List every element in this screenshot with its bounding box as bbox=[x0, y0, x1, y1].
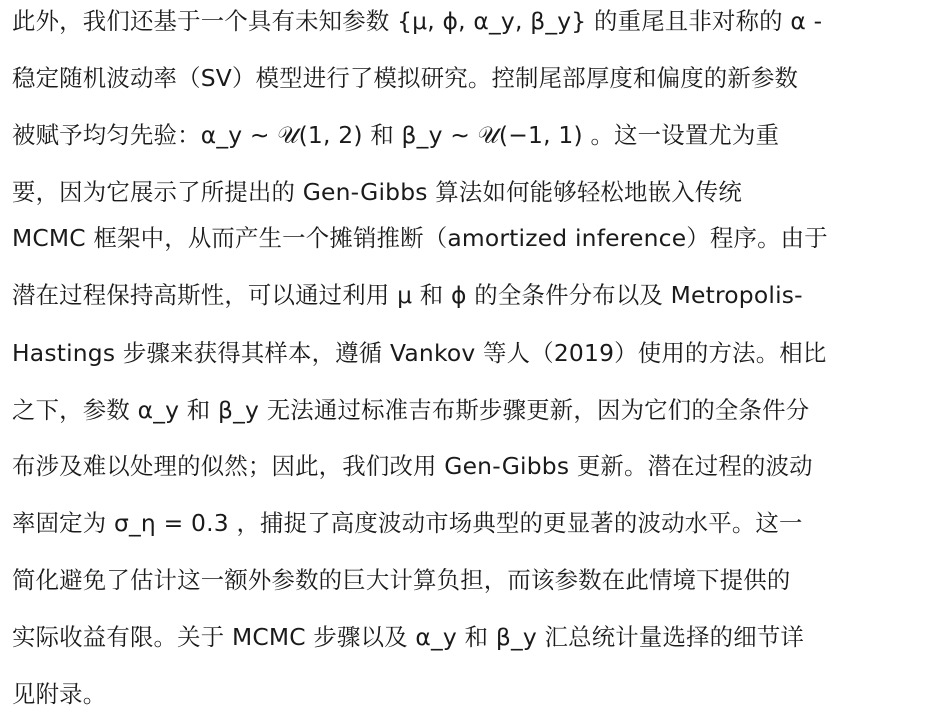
paragraph-line: 简化避免了估计这一额外参数的巨大计算负担，而该参数在此情境下提供的 bbox=[12, 566, 791, 594]
paragraph-line: Hastings 步骤来获得其样本，遵循 Vankov 等人（2019）使用的方法。相比 bbox=[12, 339, 827, 367]
paragraph-line: 之下，参数 α_y 和 β_y 无法通过标准吉布斯步骤更新，因为它们的全条件分 bbox=[12, 396, 810, 424]
paragraph-line: 见附录。 bbox=[12, 680, 107, 708]
paragraph-line: 此外，我们还基于一个具有未知参数 {μ, ϕ, α_y, β_y} 的重尾且非对称的 α - bbox=[12, 7, 823, 35]
paragraph-line: 要，因为它展示了所提出的 Gen-Gibbs 算法如何能够轻松地嵌入传统 bbox=[12, 178, 742, 206]
paragraph-line: 实际收益有限。关于 MCMC 步骤以及 α_y 和 β_y 汇总统计量选择的细节详 bbox=[12, 623, 805, 651]
paragraph-line: 布涉及难以处理的似然；因此，我们改用 Gen-Gibbs 更新。潜在过程的波动 bbox=[12, 452, 813, 480]
paragraph-line: 稳定随机波动率（SV）模型进行了模拟研究。控制尾部厚度和偏度的新参数 bbox=[12, 64, 799, 92]
paragraph-line: 潜在过程保持高斯性，可以通过利用 μ 和 ϕ 的全条件分布以及 Metropolis- bbox=[12, 281, 803, 309]
paragraph-line: MCMC 框架中，从而产生一个摊销推断（amortized inference）程序。由于 bbox=[12, 224, 828, 252]
paragraph-line: 被赋予均匀先验：α_y ∼ 𝒰(1, 2) 和 β_y ∼ 𝒰(−1, 1) 。这一设置尤为重 bbox=[12, 121, 780, 149]
paragraph-line: 率固定为 σ_η = 0.3 ，捕捉了高度波动市场典型的更显著的波动水平。这一 bbox=[12, 509, 803, 537]
